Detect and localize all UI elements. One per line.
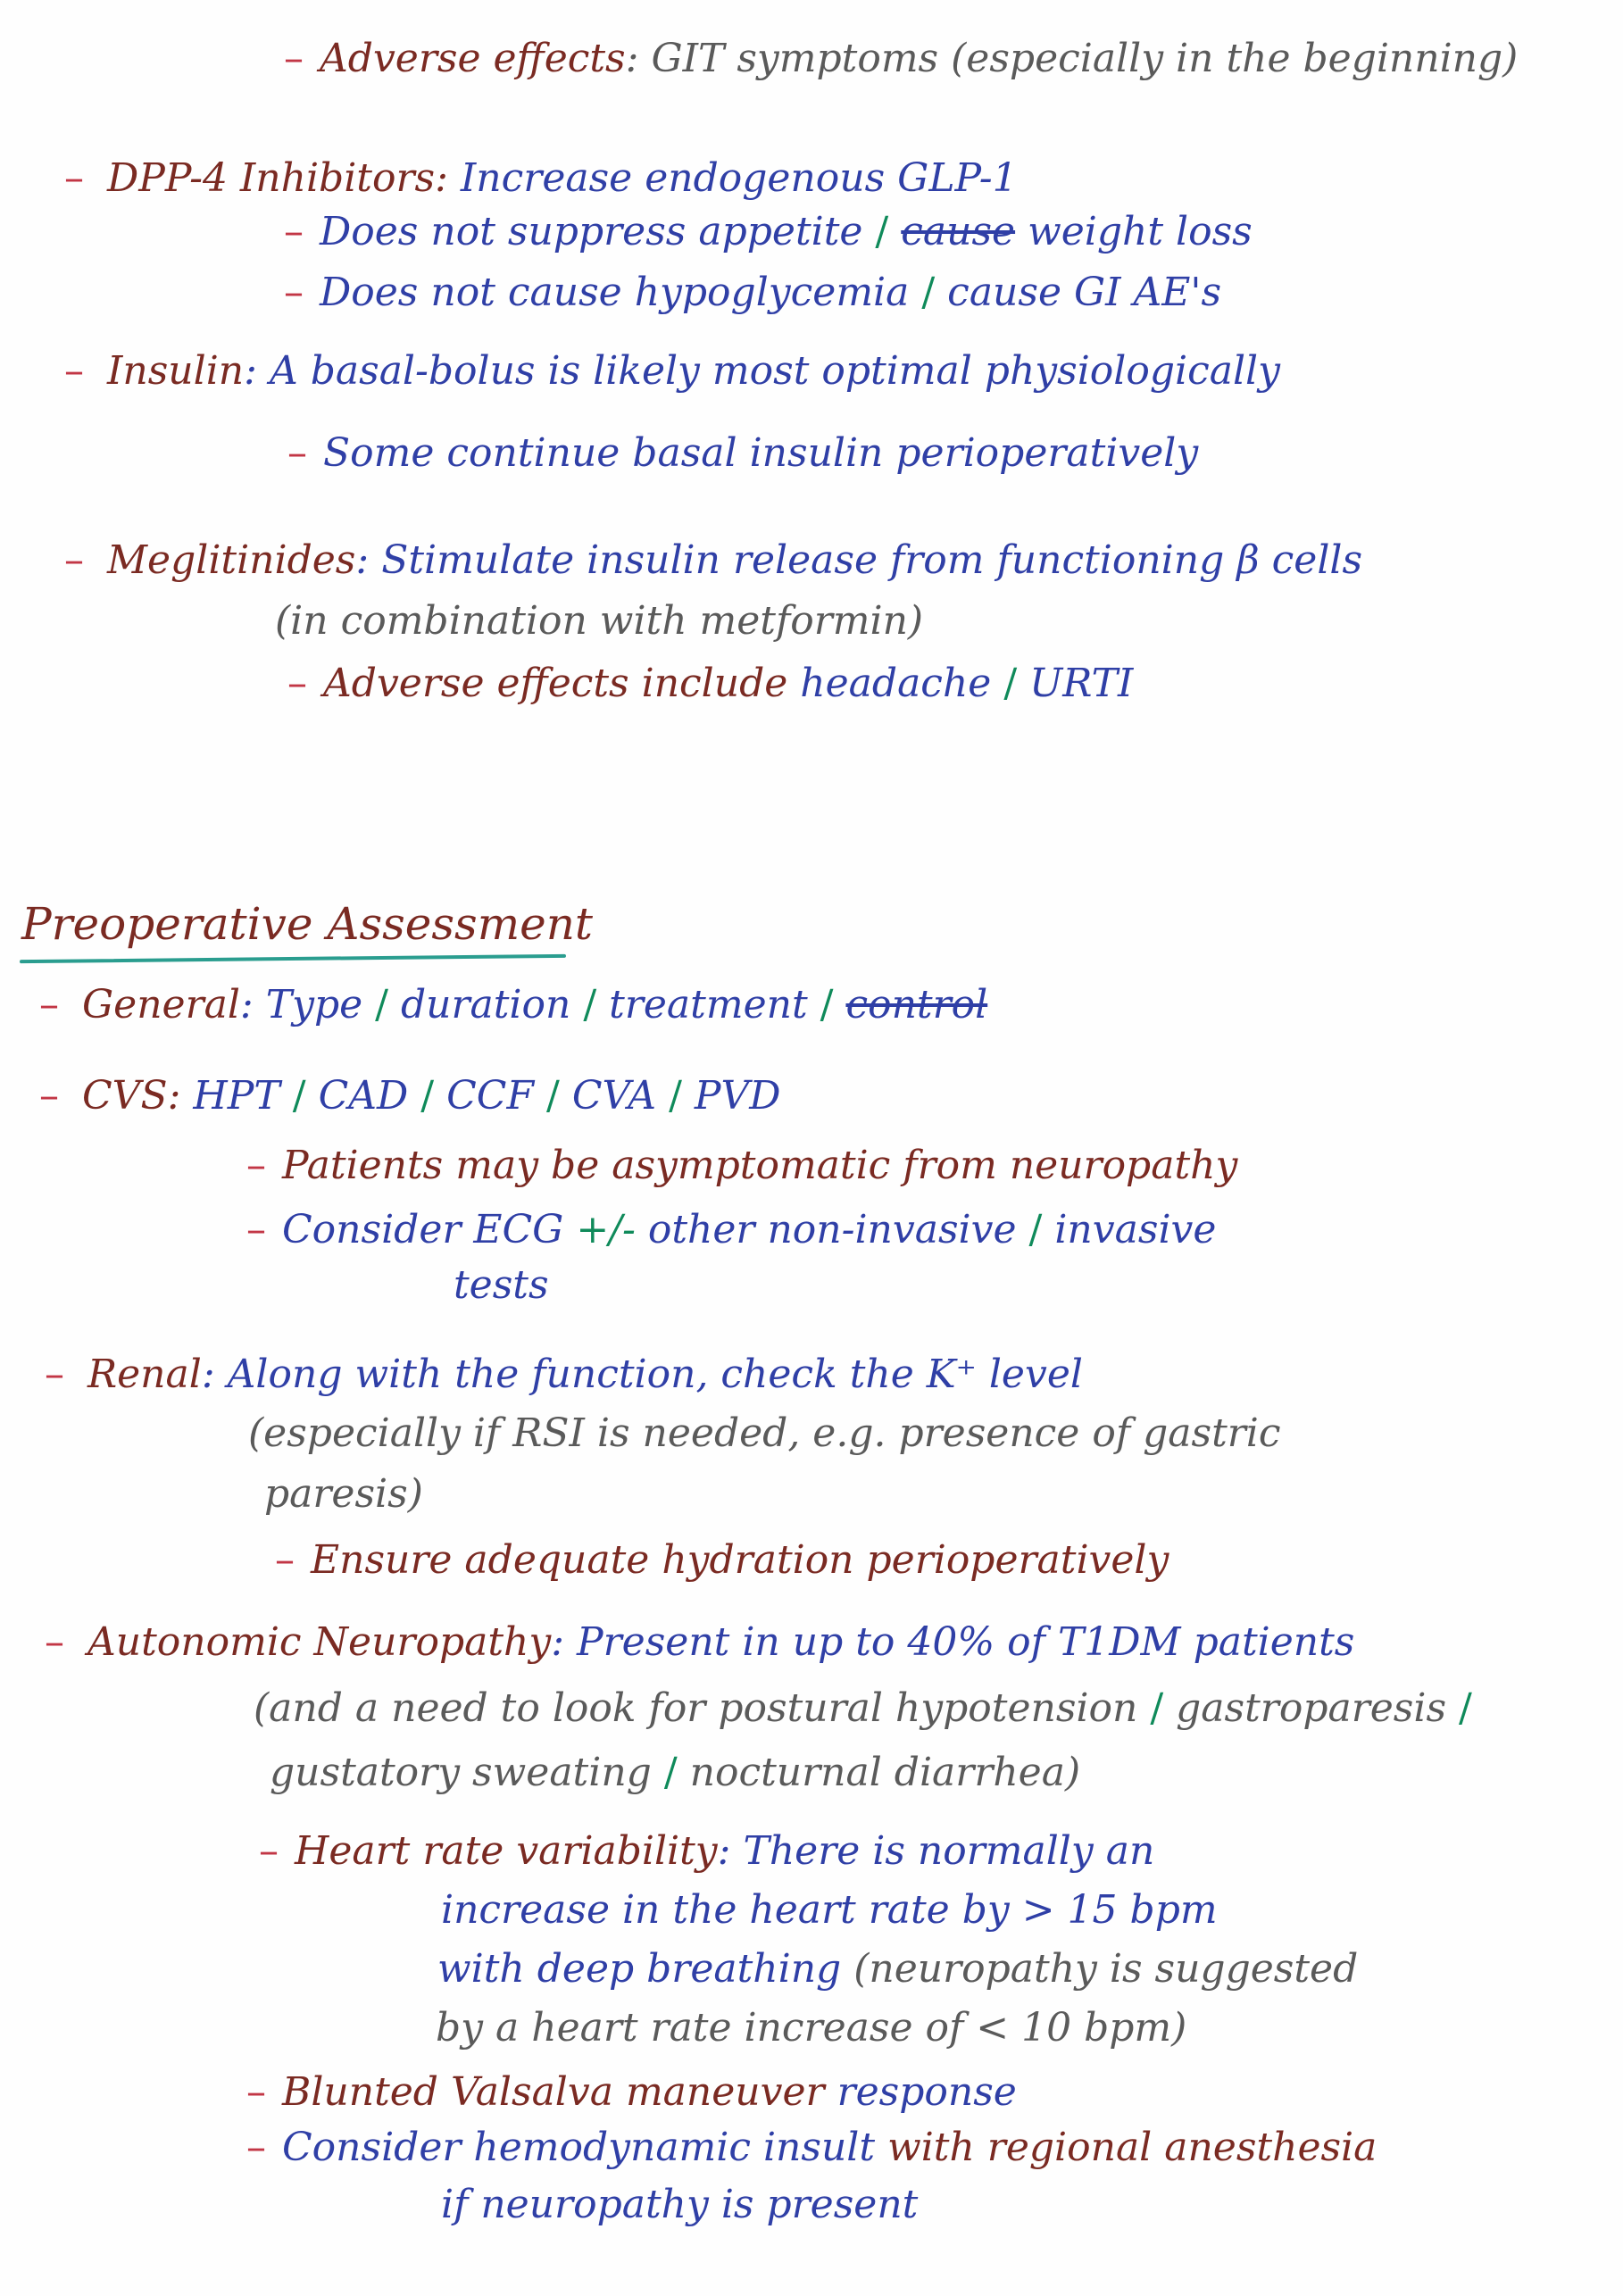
line-deep-breathing: [437, 1944, 1358, 1994]
text-b: response: [836, 2069, 1017, 2115]
colon: :: [717, 1828, 731, 1874]
slash: /: [1459, 1685, 1472, 1731]
slash: /: [663, 1750, 678, 1795]
line-paresis: [264, 1469, 423, 1519]
text-a: Consider hemodynamic insult: [282, 2125, 876, 2170]
colon: :: [435, 155, 448, 201]
text-b: with regional anesthesia: [887, 2125, 1377, 2170]
label: Adverse effects: [320, 36, 626, 81]
line-insulin: [64, 346, 1280, 396]
text: (in combination with metformin): [275, 598, 924, 644]
line-dpp4: [64, 154, 1018, 204]
label: Meglitinides: [107, 537, 356, 583]
bullet-dash: –: [246, 2125, 266, 2170]
label: Heart rate variability: [295, 1828, 718, 1874]
bullet-dash: –: [287, 661, 307, 706]
bullet-dash: –: [259, 1828, 279, 1874]
bullet-dash: –: [246, 2069, 266, 2115]
bullet-dash: –: [64, 537, 84, 583]
label: Autonomic Neuropathy: [87, 1619, 552, 1665]
text: Ensure adequate hydration perioperatively: [311, 1537, 1169, 1583]
text-c: URTI: [1029, 661, 1134, 706]
bullet-dash: –: [64, 348, 84, 394]
text-b: duration: [400, 982, 571, 1027]
label: CVS: [82, 1073, 168, 1119]
line-valsalva: [246, 2067, 1017, 2117]
line-hypoglycemia: [284, 268, 1221, 318]
text-a: Blunted Valsalva maneuver: [282, 2069, 825, 2115]
text: Along with the function, check the K⁺ level: [227, 1352, 1083, 1397]
colon: :: [625, 36, 639, 81]
text-a: gustatory sweating: [270, 1750, 652, 1795]
slash: /: [420, 1073, 435, 1119]
text: (especially if RSI is needed, e.g. presence of gastric: [248, 1410, 1281, 1456]
text: There is normally an: [743, 1828, 1155, 1874]
text-c: treatment: [609, 982, 808, 1027]
bullet-dash: –: [246, 1207, 266, 1252]
text-a: Does not cause hypoglycemia: [320, 270, 910, 315]
bullet-dash: –: [45, 1352, 64, 1397]
colon: :: [551, 1619, 565, 1665]
label: Insulin: [107, 348, 245, 394]
bullet-dash: –: [45, 1619, 64, 1665]
line-hemodynamic: [246, 2123, 1377, 2173]
line-asymptomatic: [246, 1141, 1237, 1191]
colon: :: [244, 348, 257, 394]
bullet-dash: –: [284, 209, 304, 254]
text: Increase endogenous GLP-1: [460, 155, 1018, 201]
text: if neuropathy is present: [441, 2182, 919, 2227]
slash: /: [1003, 661, 1018, 706]
text-a: by a heart rate increase of: [436, 2005, 964, 2051]
line-hydration: [275, 1535, 1169, 1585]
line-rsi: [248, 1409, 1281, 1459]
bullet-dash: –: [275, 1537, 295, 1583]
colon: :: [239, 982, 254, 1027]
text: A basal-bolus is likely most optimal physiologically: [269, 348, 1280, 394]
slash: /: [292, 1073, 306, 1119]
text-d: control: [845, 982, 988, 1027]
text: Present in up to 40% of T1DM patients: [577, 1619, 1355, 1665]
text-c: weight loss: [1028, 209, 1253, 254]
text: Patients may be asymptomatic from neuropathy: [282, 1143, 1238, 1188]
bullet-dash: –: [246, 1143, 266, 1188]
text-d: CVA: [571, 1073, 657, 1119]
bullet-dash: –: [284, 270, 304, 315]
text: Stimulate insulin release from functioning β cells: [381, 537, 1363, 583]
line-hrv: [259, 1826, 1154, 1876]
line-metformin: [275, 596, 923, 646]
bullet-dash: –: [64, 155, 84, 201]
line-cvs: [39, 1071, 781, 1121]
colon: :: [201, 1352, 215, 1397]
slash: /: [1150, 1685, 1164, 1731]
colon: :: [355, 537, 370, 583]
slash: /: [669, 1073, 682, 1119]
line-appetite: [284, 207, 1253, 257]
line-consider-ecg: [246, 1205, 1216, 1255]
heading-underline: [20, 954, 566, 963]
slash: /: [1028, 1207, 1043, 1252]
line-postural: [254, 1684, 1472, 1734]
text-b: headache: [800, 661, 992, 706]
text-a: (and a need to look for postural hypotension: [254, 1685, 1138, 1731]
line-renal: [45, 1350, 1083, 1400]
text-b: cause: [901, 209, 1016, 254]
slash: /: [820, 982, 834, 1027]
colon: :: [167, 1073, 181, 1119]
text-b: cause GI AE's: [947, 270, 1222, 315]
slash: /: [546, 1073, 560, 1119]
slash: /: [375, 982, 388, 1027]
line-hr-increase: [436, 2003, 1186, 2053]
text-a: Consider ECG: [282, 1207, 564, 1252]
text-e: PVD: [694, 1073, 781, 1119]
slash: /: [921, 270, 936, 315]
line-autonomic: [45, 1618, 1354, 1668]
slash: /: [583, 982, 597, 1027]
label: General: [82, 982, 240, 1027]
bullet-dash: –: [287, 430, 307, 476]
text-b: gastroparesis: [1176, 1685, 1447, 1731]
text-b: other non-invasive: [647, 1207, 1017, 1252]
text-a: with deep breathing: [437, 1946, 842, 1992]
line-basal: [287, 428, 1198, 478]
line-meglitinides: [64, 536, 1362, 586]
line-adverse-effects-git: [284, 34, 1518, 84]
line-if-neuropathy: [441, 2180, 918, 2230]
slash: /: [875, 209, 889, 254]
label: Renal: [87, 1352, 202, 1397]
plus-minus: +/-: [576, 1207, 636, 1252]
text: tests: [454, 1262, 549, 1308]
label: DPP-4 Inhibitors: [107, 155, 436, 201]
bullet-dash: –: [284, 36, 304, 81]
text: increase in the heart rate by > 15 bpm: [441, 1887, 1218, 1933]
line-increase: [441, 1885, 1218, 1935]
line-gustatory: [270, 1748, 1080, 1798]
text-a: Type: [265, 982, 363, 1027]
section-heading: Preoperative Assessment: [21, 898, 593, 950]
text-b: CAD: [318, 1073, 409, 1119]
text: GIT symptoms (especially in the beginning): [651, 36, 1519, 81]
text-b: nocturnal diarrhea): [689, 1750, 1081, 1795]
text: paresis): [264, 1471, 423, 1517]
line-tests: [454, 1260, 549, 1310]
text-a: Does not suppress appetite: [320, 209, 863, 254]
bullet-dash: –: [39, 1073, 59, 1119]
text-b: < 10 bpm): [976, 2005, 1187, 2051]
text-c: CCF: [446, 1073, 534, 1119]
text: Some continue basal insulin perioperatively: [323, 430, 1199, 476]
text-c: invasive: [1054, 1207, 1217, 1252]
text-a: Adverse effects include: [323, 661, 788, 706]
bullet-dash: –: [39, 982, 59, 1027]
text-b: (neuropathy is suggested: [853, 1946, 1359, 1992]
line-general: [39, 980, 987, 1030]
line-adverse-headache: [287, 659, 1133, 709]
text-a: HPT: [193, 1073, 280, 1119]
